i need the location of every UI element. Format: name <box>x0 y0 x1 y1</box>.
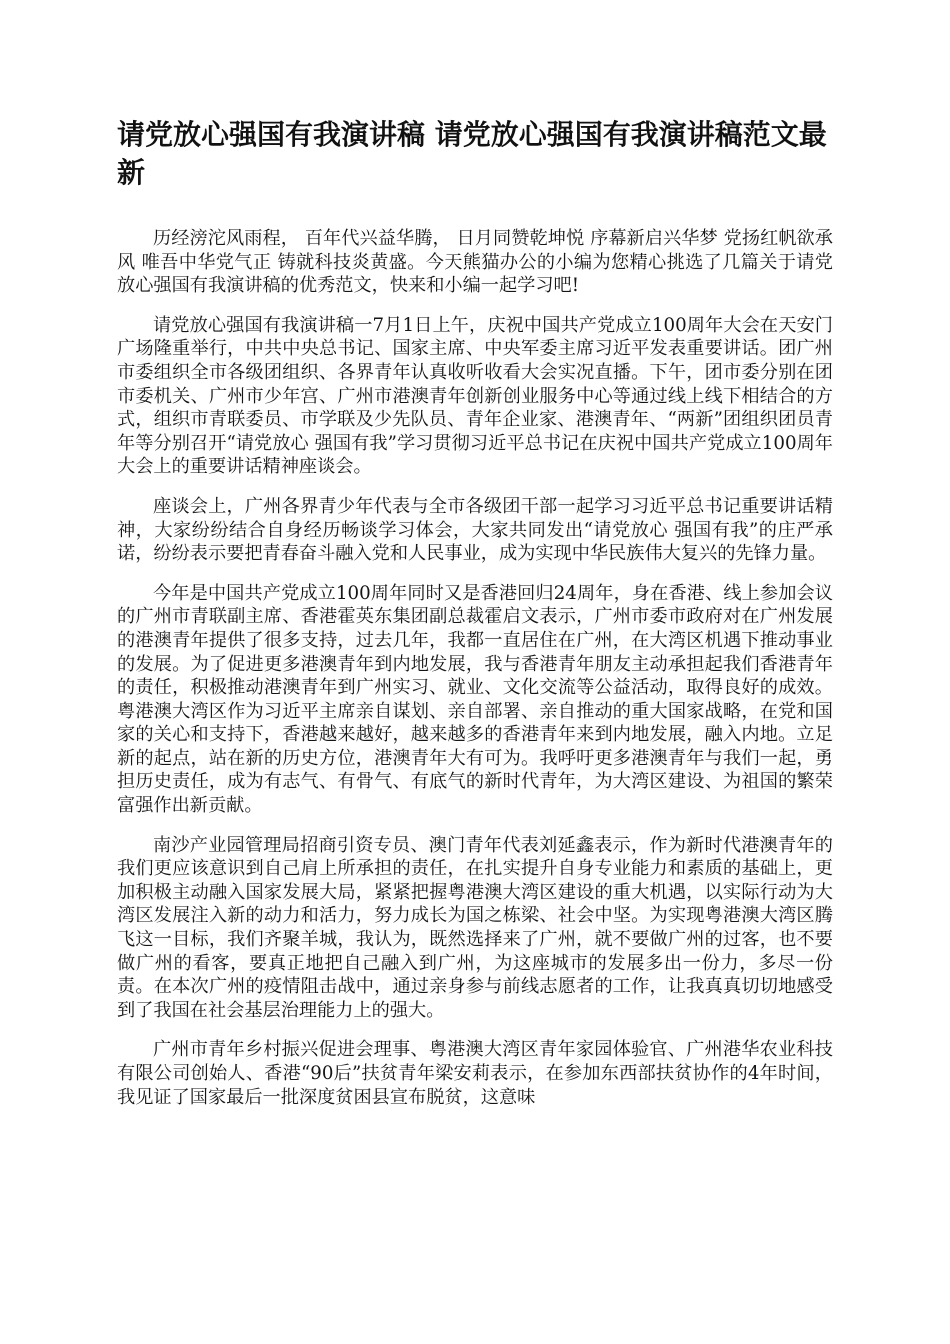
document-body <box>117 116 833 1109</box>
document-title: 请党放心强国有我演讲稿 请党放心强国有我演讲稿范文最新 <box>117 118 827 189</box>
body-paragraph: 请党放心强国有我演讲稿一7月1日上午，庆祝中国共产党成立100周年大会在天安门广场隆重举行，中共中央总书记、国家主席、中央军委主席习近平发表重要讲话。团广州市委组织全市各级团组织、各界青年认真收听收看大会实况直播。下午，团市委分别在团市委机关、广州市少年宫、广州市港澳青年创新创业服务中心等通过线上线下相结合的方式，组织市青联委员、市学联及少先队员、青年企业家、港澳青年、“两新”团组织团员青年等分别召开“请党放心 强国有我”学习贯彻习近平总书记在庆祝中国共产党成立100周年大会上的重要讲话精神座谈会。 <box>117 314 833 478</box>
body-paragraph: 今年是中国共产党成立100周年同时又是香港回归24周年，身在香港、线上参加会议的广州市青联副主席、香港霍英东集团副总裁霍启文表示，广州市委市政府对在广州发展的港澳青年提供了很多支持，过去几年，我都一直居住在广州，在大湾区机遇下推动事业的发展。为了促进更多港澳青年到内地发展，我与香港青年朋友主动承担起我们香港青年的责任，积极推动港澳青年到广州实习、就业、文化交流等公益活动，取得良好的成效。粤港澳大湾区作为习近平主席亲自谋划、亲自部署、亲自推动的重大国家战略，在党和国家的关心和支持下，香港越来越好，越来越多的香港青年来到内地发展，融入内地。立足新的起点，站在新的历史方位，港澳青年大有可为。我呼吁更多港澳青年与我们一起，勇担历史责任，成为有志气、有骨气、有底气的新时代青年，为大湾区建设、为祖国的繁荣富强作出新贡献。 <box>117 582 833 817</box>
body-paragraph: 座谈会上，广州各界青少年代表与全市各级团干部一起学习习近平总书记重要讲话精神，大家纷纷结合自身经历畅谈学习体会，大家共同发出“请党放心 强国有我”的庄严承诺，纷纷表示要把青春奋斗融入党和人民事业，成为实现中华民族伟大复兴的先锋力量。 <box>117 495 833 565</box>
body-paragraph: 南沙产业园管理局招商引资专员、澳门青年代表刘延鑫表示，作为新时代港澳青年的我们更应该意识到自己肩上所承担的责任，在扎实提升自身专业能力和素质的基础上，更加积极主动融入国家发展大局，紧紧把握粤港澳大湾区建设的重大机遇，以实际行动为大湾区发展注入新的动力和活力，努力成长为国之栋梁、社会中坚。为实现粤港澳大湾区腾飞这一目标，我们齐聚羊城，我认为，既然选择来了广州，就不要做广州的过客，也不要做广州的看客，要真正地把自己融入到广州，为这座城市的发展多出一份力，多尽一份责。在本次广州的疫情阻击战中，通过亲身参与前线志愿者的工作，让我真真切切地感受到了我国在社会基层治理能力上的强大。 <box>117 834 833 1021</box>
intro-paragraph: 历经滂沱风雨程， 百年代兴益华腾， 日月同赞乾坤悦 序幕新启兴华梦 党扬红帆欲承风 唯吾中华党气正 铸就科技炎黄盛。今天熊猫办公的小编为您精心挑选了几篇关于请党放心强国有我演讲稿的优秀范文，快来和小编一起学习吧! <box>117 228 833 297</box>
body-paragraph: 广州市青年乡村振兴促进会理事、粤港澳大湾区青年家园体验官、广州港华农业科技有限公司创始人、香港“90后”扶贫青年梁安莉表示，在参加东西部扶贫协作的4年时间，我见证了国家最后一批深度贫困县宣布脱贫，这意味 <box>117 1039 833 1108</box>
